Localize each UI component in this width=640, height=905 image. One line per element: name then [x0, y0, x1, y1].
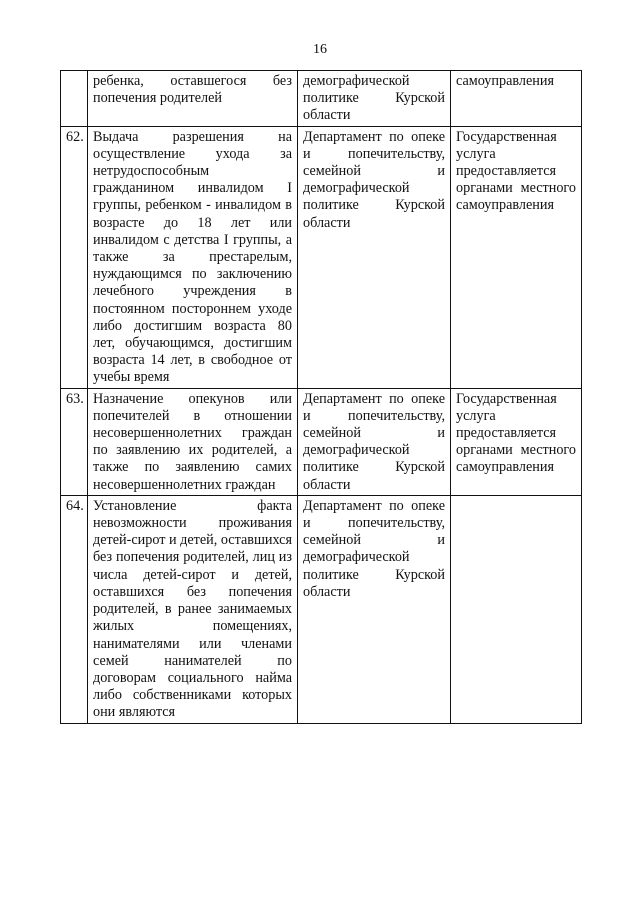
- table-row: [61, 71, 582, 127]
- row-number: [61, 71, 88, 127]
- responsible-department: Департамент по опеке и попечительству, семейной и демографической политике Курской области: [298, 388, 451, 495]
- services-table: [60, 70, 582, 724]
- responsible-department: Департамент по опеке и попечительству, семейной и демографической политике Курской области: [298, 126, 451, 388]
- service-name: ребенка, оставшегося без попечения родителей: [88, 71, 298, 127]
- page-number: 16: [313, 42, 327, 57]
- row-number: 63.: [61, 388, 88, 495]
- table-row: [61, 126, 582, 388]
- service-name: Установление факта невозможности проживания детей-сирот и детей, оставшихся без попечения родителей, лиц из числа детей-сирот и детей, оставшихся без попечения родителей, в ранее занимаемых жилых помещениях, нанимателями или членами семей нанимателей по договорам социального найма либо собственниками которых они являются: [88, 495, 298, 723]
- service-note: [451, 495, 582, 723]
- service-note: Государственная услуга предоставляется органами местного самоуправления: [451, 126, 582, 388]
- row-number: 64.: [61, 495, 88, 723]
- responsible-department: демографической политике Курской области: [298, 71, 451, 127]
- service-note: Государственная услуга предоставляется органами местного самоуправления: [451, 388, 582, 495]
- service-note: самоуправления: [451, 71, 582, 127]
- service-name: Выдача разрешения на осуществление ухода за нетрудоспособным гражданином инвалидом I группы, ребенком - инвалидом в возрасте до 18 лет или инвалидом с детства I группы, а также за престарелым, нуждающимся по заключению лечебного учреждения в постоянном постороннем уходе либо достигшим возраста 80 лет, обучающимся, достигшим возраста 14 лет, в свободное от учебы время: [88, 126, 298, 388]
- row-number: 62.: [61, 126, 88, 388]
- service-name: Назначение опекунов или попечителей в отношении несовершеннолетних граждан по заявлению их родителей, а также по заявлению самих несовершеннолетних граждан: [88, 388, 298, 495]
- responsible-department: Департамент по опеке и попечительству, семейной и демографической политике Курской области: [298, 495, 451, 723]
- table-row: [61, 495, 582, 723]
- table-row: [61, 388, 582, 495]
